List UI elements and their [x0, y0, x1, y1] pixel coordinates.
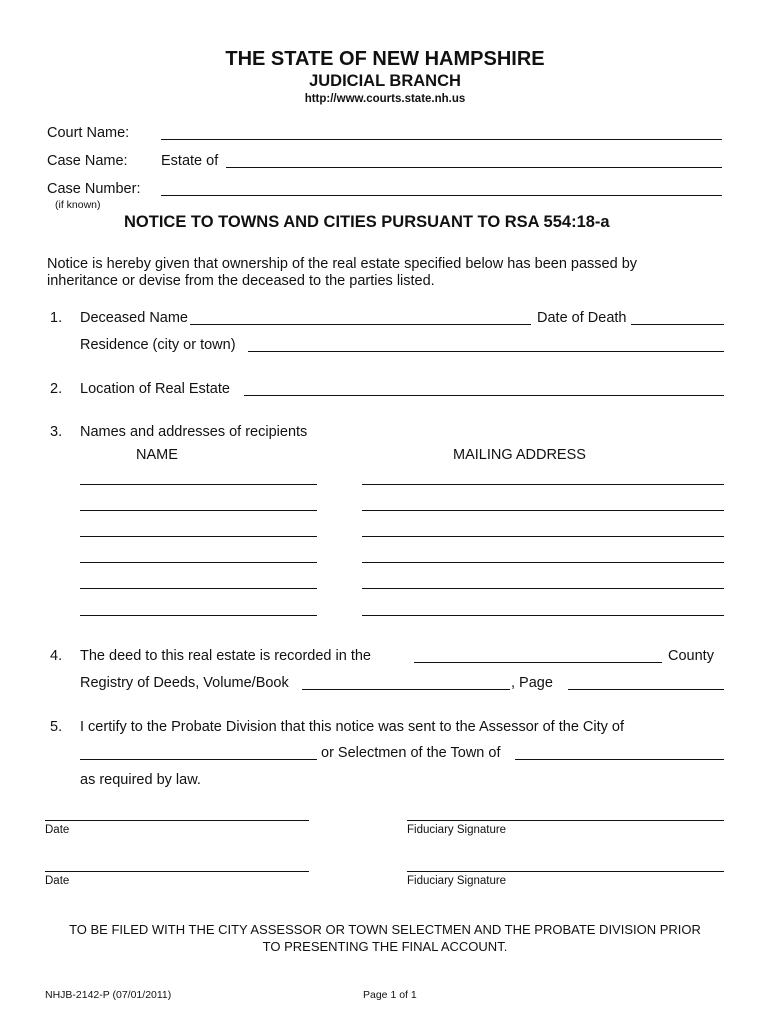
address-column-header: MAILING ADDRESS — [453, 447, 586, 463]
date-field-1[interactable] — [45, 820, 309, 821]
form-id: NHJB-2142-P (07/01/2011) — [45, 989, 172, 1001]
assessor-city-field[interactable] — [80, 759, 317, 760]
page-field[interactable] — [568, 689, 724, 690]
if-known-note: (if known) — [55, 199, 101, 211]
page-number: Page 1 of 1 — [363, 989, 417, 1001]
item-1-number: 1. — [50, 310, 63, 326]
recipient-name-field[interactable] — [80, 588, 317, 589]
case-name-field[interactable] — [226, 167, 722, 168]
case-number-label: Case Number: — [47, 181, 141, 197]
deceased-name-field[interactable] — [190, 324, 531, 325]
header-url: http://www.courts.state.nh.us — [304, 93, 466, 105]
recipient-name-field[interactable] — [80, 484, 317, 485]
residence-label: Residence (city or town) — [80, 337, 236, 353]
county-label: County — [668, 648, 714, 664]
case-name-label: Case Name: — [47, 153, 128, 169]
date-field-2[interactable] — [45, 871, 309, 872]
court-name-field[interactable] — [161, 139, 722, 140]
county-field[interactable] — [414, 662, 662, 663]
selectmen-town-field[interactable] — [515, 759, 724, 760]
certify-text: I certify to the Probate Division that this notice was sent to the Assessor of the City of — [80, 719, 625, 735]
location-label: Location of Real Estate — [80, 381, 230, 397]
filing-note-line-2: TO PRESENTING THE FINAL ACCOUNT. — [262, 939, 508, 954]
estate-of-label: Estate of — [161, 153, 219, 169]
form-title: NOTICE TO TOWNS AND CITIES PURSUANT TO RSA 554:18-a — [124, 213, 610, 231]
case-number-field[interactable] — [161, 195, 722, 196]
recipient-address-field[interactable] — [362, 536, 724, 537]
item-3-number: 3. — [50, 424, 63, 440]
intro-line-2: inheritance or devise from the deceased to the parties listed. — [47, 273, 435, 289]
recipient-address-field[interactable] — [362, 484, 724, 485]
recipient-name-field[interactable] — [80, 562, 317, 563]
name-column-header: NAME — [136, 447, 178, 463]
required-by-law-text: as required by law. — [80, 772, 201, 788]
location-field[interactable] — [244, 395, 724, 396]
deceased-name-label: Deceased Name — [80, 310, 188, 326]
date-label-1: Date — [45, 824, 70, 836]
filing-note-line-1: TO BE FILED WITH THE CITY ASSESSOR OR TOWN SELECTMEN AND THE PROBATE DIVISION PRIOR — [69, 922, 701, 937]
recipient-name-field[interactable] — [80, 510, 317, 511]
intro-line-1: Notice is hereby given that ownership of the real estate specified below has been passed by — [47, 256, 638, 272]
selectmen-text: or Selectmen of the Town of — [321, 745, 501, 761]
recipient-name-field[interactable] — [80, 615, 317, 616]
court-name-label: Court Name: — [47, 125, 130, 141]
item-4-number: 4. — [50, 648, 63, 664]
fiduciary-signature-field-1[interactable] — [407, 820, 724, 821]
recipient-address-field[interactable] — [362, 510, 724, 511]
recipient-address-field[interactable] — [362, 615, 724, 616]
recipients-label: Names and addresses of recipients — [80, 424, 308, 440]
item-5-number: 5. — [50, 719, 63, 735]
deed-text: The deed to this real estate is recorded in the — [80, 648, 371, 664]
registry-label: Registry of Deeds, Volume/Book — [80, 675, 289, 691]
item-2-number: 2. — [50, 381, 63, 397]
date-label-2: Date — [45, 875, 70, 887]
recipient-address-field[interactable] — [362, 562, 724, 563]
residence-field[interactable] — [248, 351, 724, 352]
date-of-death-field[interactable] — [631, 324, 724, 325]
recipient-address-field[interactable] — [362, 588, 724, 589]
header-state: THE STATE OF NEW HAMPSHIRE — [225, 48, 545, 70]
date-of-death-label: Date of Death — [537, 310, 627, 326]
fiduciary-signature-label-2: Fiduciary Signature — [407, 875, 507, 887]
fiduciary-signature-label-1: Fiduciary Signature — [407, 824, 507, 836]
header-branch: JUDICIAL BRANCH — [309, 72, 461, 90]
fiduciary-signature-field-2[interactable] — [407, 871, 724, 872]
page-label: , Page — [511, 675, 553, 691]
volume-book-field[interactable] — [302, 689, 510, 690]
recipient-name-field[interactable] — [80, 536, 317, 537]
